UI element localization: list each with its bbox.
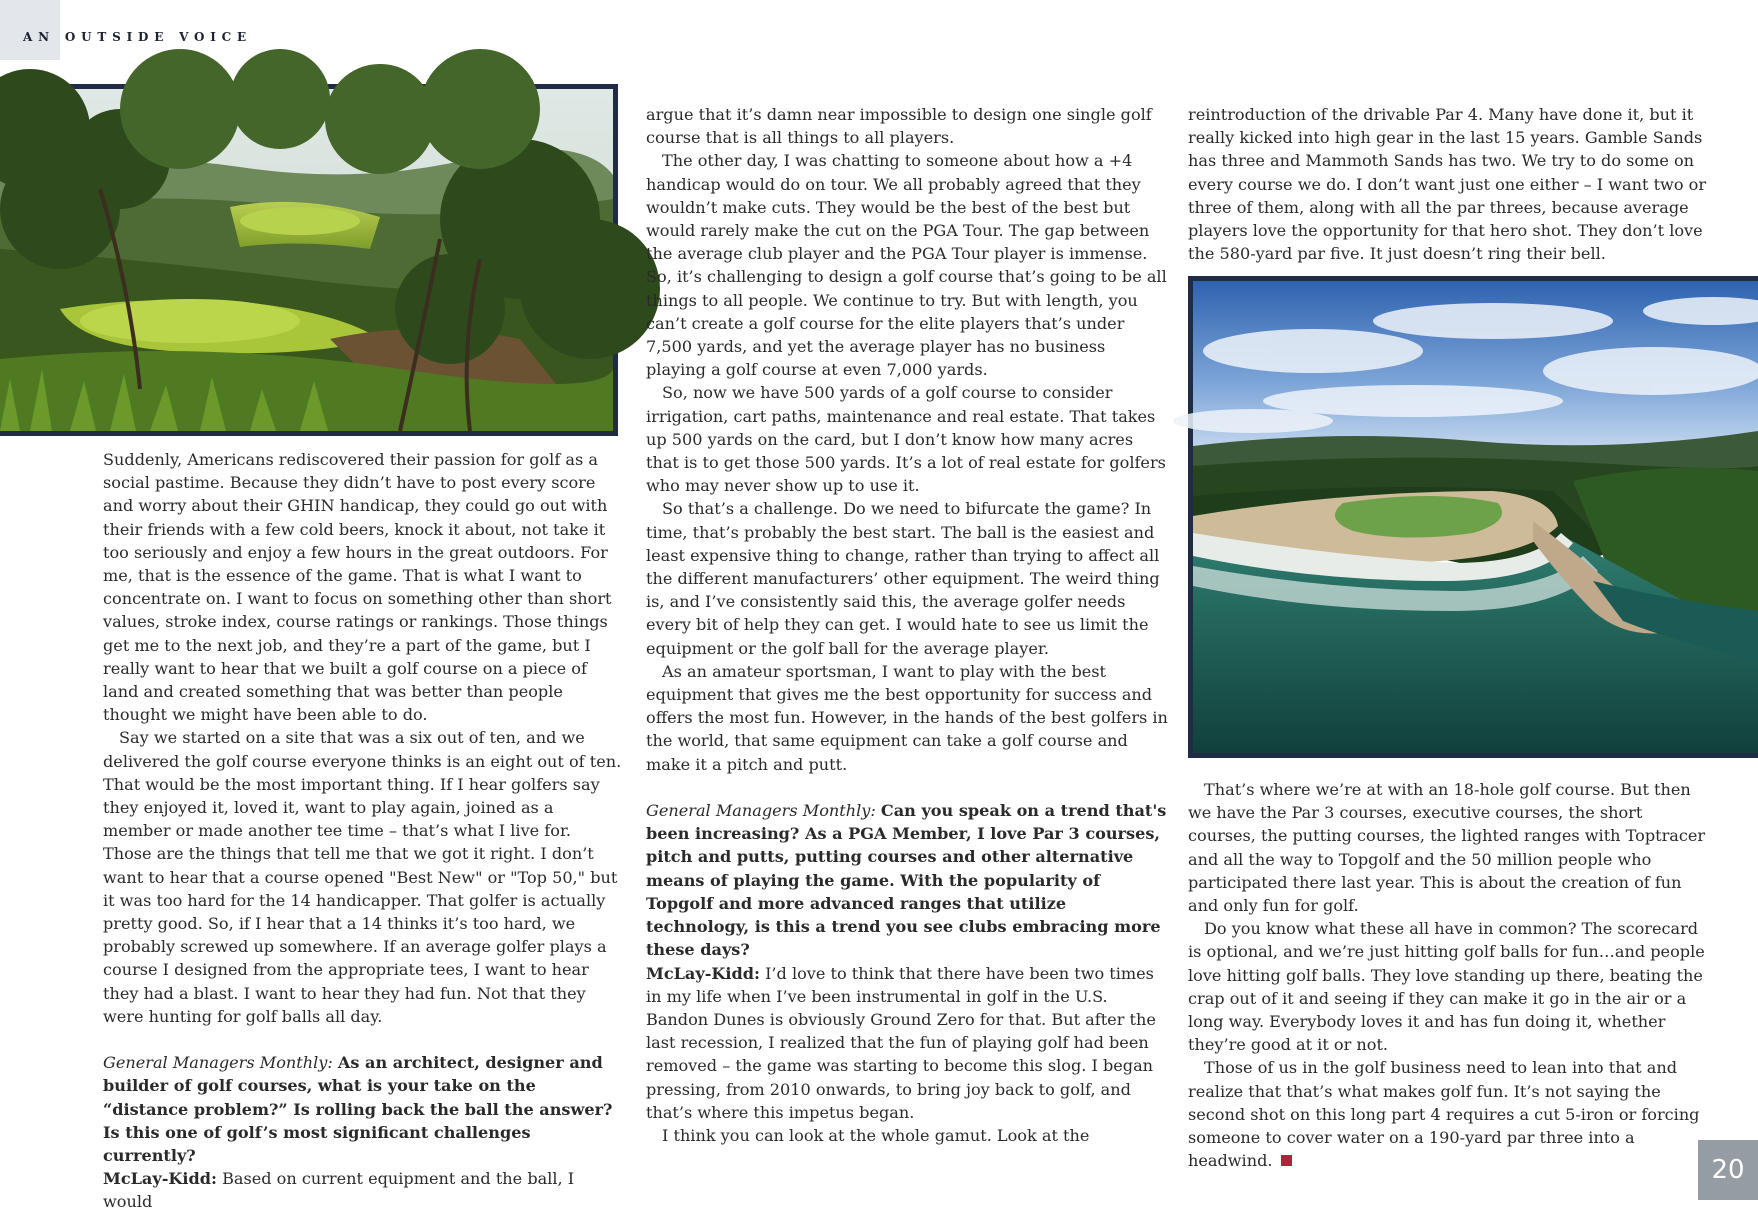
paragraph: That’s where we’re at with an 18-hole golf course. But then we have the Par 3 courses, executive courses, the short courses, the putting courses, the lighted ranges with Toptracer and all the way to Topgolf and the 50 million people who participated there last year. This is about the creation of fun and only fun for golf. bbox=[1188, 780, 1706, 916]
end-of-article-mark-icon bbox=[1281, 1155, 1292, 1166]
section-label: AN OUTSIDE VOICE bbox=[23, 30, 252, 44]
page-number-tab bbox=[1698, 1140, 1758, 1200]
question-speaker: General Managers Monthly: bbox=[646, 801, 876, 821]
jungle-golf-course-image bbox=[0, 89, 613, 431]
paragraph: Do you know what these all have in common? The scorecard is optional, and we’re just hitting golf balls for fun…and people love hitting golf balls. They love standing up there, beating the crap out of it and seeing if they can make it go in the air or a long way. Everybody loves it and has fun doing it, whether they’re good at it or not. bbox=[1188, 919, 1705, 1055]
answer-speaker: McLay-Kidd: bbox=[646, 963, 760, 983]
beach-golf-green-aerial-photo bbox=[1188, 276, 1758, 758]
interview-answer bbox=[646, 962, 1168, 1124]
paragraph: The other day, I was chatting to someone about how a +4 handicap would do on tour. We all probably agreed that they wouldn’t make cuts. They would be the best of the best but would rarely make the cut on the PGA Tour. The gap between the average club player and the PGA Tour player is immense. So, it’s challenging to design a golf course that’s going to be all things to all people. We continue to try. But with length, you can’t create a golf course for the elite players that’s under 7,500 yards, and yet the average player has no business playing a golf course at even 7,000 yards. bbox=[646, 151, 1167, 380]
jungle-golf-course-photo bbox=[0, 84, 618, 436]
article-column-3-top bbox=[1188, 103, 1710, 265]
question-text: Can you speak on a trend that's been increasing? As a PGA Member, I love Par 3 courses, pitch and putts, putting courses and other alternative means of playing the game. With the popularity of Topgolf and more advanced ranges that utilize technology, is this a trend you see clubs embracing more these days? bbox=[646, 801, 1167, 960]
article-column-3-bottom bbox=[1188, 778, 1710, 1172]
answer-text: Based on current equipment and the ball, I would bbox=[103, 1169, 575, 1212]
beach-golf-green-image bbox=[1193, 281, 1758, 753]
page-number: 20 bbox=[1711, 1155, 1745, 1185]
closing-text: Those of us in the golf business need to lean into that and realize that that’s what makes golf fun. It’s not saying the second shot on this long part 4 requires a cut 5-iron or forcing someone to cover water on a 190-yard par three into a headwind. bbox=[1188, 1058, 1700, 1171]
paragraph: As an amateur sportsman, I want to play with the best equipment that gives me the best opportunity for success and offers the most fun. However, in the hands of the best golfers in the world, that same equipment can take a golf course and make it a pitch and putt. bbox=[646, 661, 1168, 774]
interview-question bbox=[103, 1051, 623, 1167]
article-column-1 bbox=[103, 448, 623, 1214]
paragraph: So that’s a challenge. Do we need to bifurcate the game? In time, that’s probably the best start. The ball is the easiest and least expensive thing to change, rather than trying to affect all the different manufacturers’ other equipment. The weird thing is, and I’ve consistently said this, the average golfer needs every bit of help they can get. I would hate to see us limit the equipment or the golf ball for the average player. bbox=[646, 499, 1160, 658]
paragraph: Say we started on a site that was a six out of ten, and we delivered the golf course everyone thinks is an eight out of ten. That would be the most important thing. If I hear golfers say they enjoyed it, loved it, want to play again, joined as a member or made another tee time – that’s what I live for. Those are the things that tell me that we got it right. I don’t want to hear that a course opened "Best New" or "Top 50," but it was too hard for the 14 handicapper. That golfer is actually pretty good. So, if I hear that a 14 thinks it’s too hard, we probably screwed up somewhere. If an average golfer plays a course I designed from the appropriate tees, I want to hear they had a blast. I want to hear they had fun. Not that they were hunting for golf balls all day. bbox=[103, 728, 622, 1026]
paragraph: Suddenly, Americans rediscovered their passion for golf as a social pastime. Because they didn’t have to post every score and worry about their GHIN handicap, they could go out with their friends with a few cold beers, knock it about, not take it too seriously and enjoy a few hours in the great outdoors. For me, that is the essence of the game. That is what I want to concentrate on. I want to focus on something other than short values, stroke index, course ratings or rankings. Those things get me to the next job, and they’re a part of the game, but I really want to hear that we built a golf course on a piece of land and created something that was better than people thought we might have been able to do. bbox=[103, 450, 612, 725]
paragraph bbox=[1188, 1056, 1710, 1172]
article-column-2 bbox=[646, 103, 1168, 1147]
paragraph: So, now we have 500 yards of a golf course to consider irrigation, cart paths, maintenance and real estate. That takes up 500 yards on the card, but I don’t know how many acres that is to get those 500 yards. It’s a lot of real estate for golfers who may never show up to use it. bbox=[646, 383, 1166, 496]
answer-speaker: McLay-Kidd: bbox=[103, 1169, 217, 1189]
paragraph: I think you can look at the whole gamut. Look at the bbox=[662, 1125, 1090, 1145]
interview-answer bbox=[103, 1167, 623, 1213]
answer-text: I’d love to think that there have been two times in my life when I’ve been instrumental in golf in the U.S. Bandon Dunes is obviously Ground Zero for that. But after the last recession, I realized that the fun of playing golf had been removed – the game was starting to become this slog. I began pressing, from 2010 onwards, to bring joy back to golf, and that’s where this impetus began. bbox=[646, 963, 1156, 1122]
paragraph: argue that it’s damn near impossible to design one single golf course that is all things to all players. bbox=[646, 105, 1152, 148]
interview-question bbox=[646, 799, 1168, 961]
paragraph: reintroduction of the drivable Par 4. Many have done it, but it really kicked into high gear in the last 15 years. Gamble Sands has three and Mammoth Sands has two. We try to do some on every course we do. I don’t want just one either – I want two or three of them, along with all the par threes, because average players love the opportunity for that hero shot. They don’t love the 580-yard par five. It just doesn’t ring their bell. bbox=[1188, 105, 1707, 264]
question-text: As an architect, designer and builder of golf courses, what is your take on the “distance problem?” Is rolling back the ball the answer? Is this one of golf’s most significant challenges currently? bbox=[103, 1053, 613, 1166]
question-speaker: General Managers Monthly: bbox=[103, 1053, 333, 1073]
